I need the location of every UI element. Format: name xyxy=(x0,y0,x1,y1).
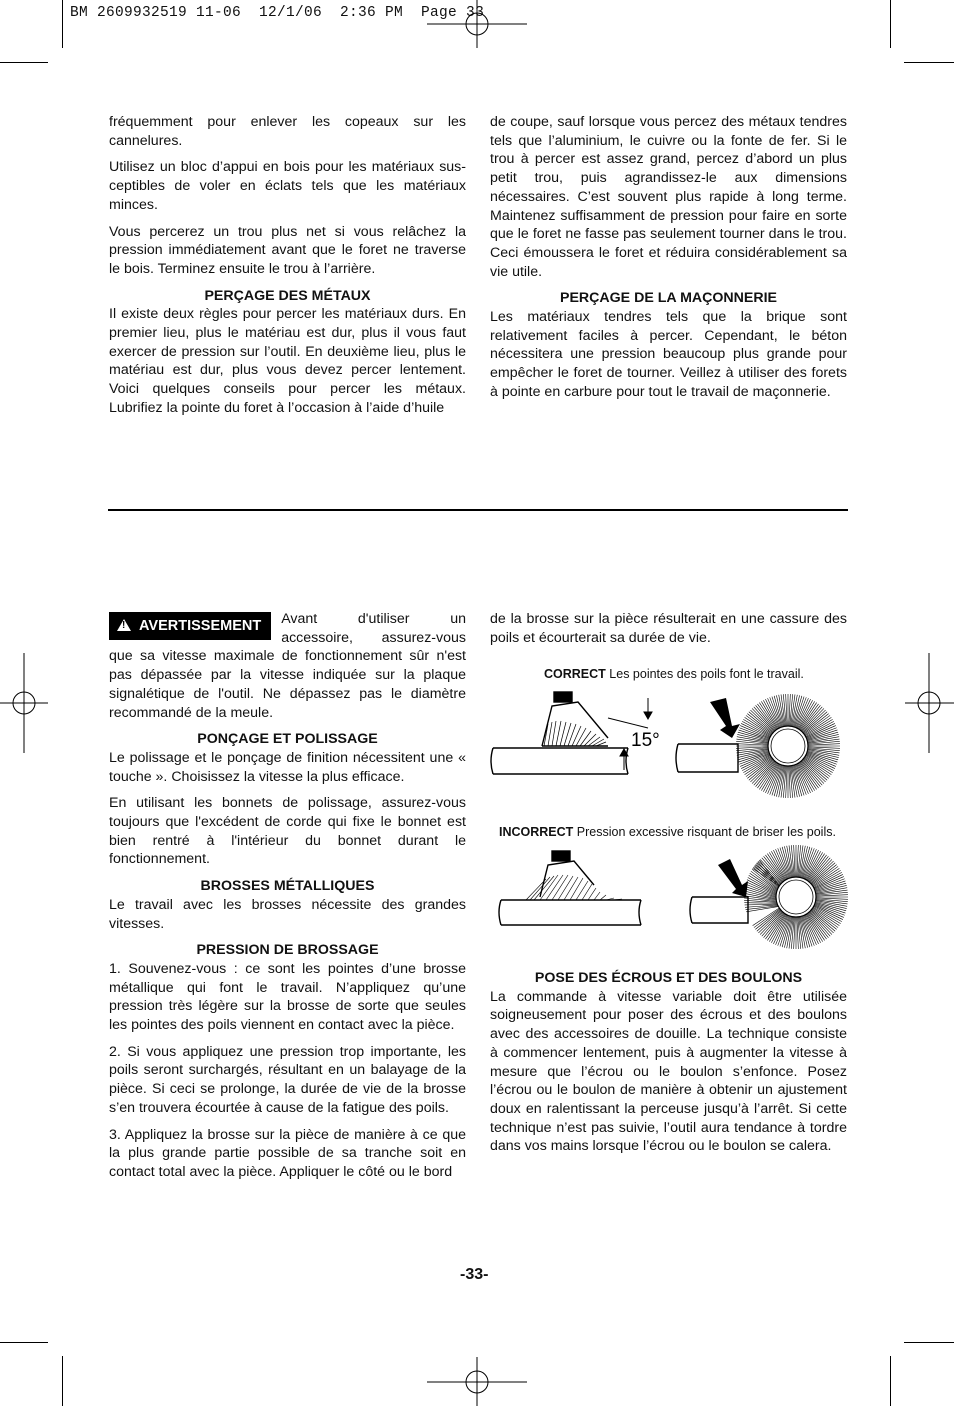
top-left-column xyxy=(109,113,466,426)
bottom-right-intro xyxy=(490,610,847,655)
paragraph: Utilisez un bloc d’appui en bois pour les matériaux sus-ceptibles de voler en éclats tels que les matériaux minces. xyxy=(109,159,466,213)
horizontal-divider xyxy=(108,509,848,511)
paragraph: La commande à vitesse variable doit être utilisée soigneusement pour poser des écrous et des boulons avec des accessoires de douille. La technique consiste à commencer lentement, puis à augmenter la vitesse à mesure que l’écrou ou le boulon s’enfonce. Posez l’écrou ou le boulon de manière à obtenir un ajustement doux en ralentissant la perceuse jusqu’à l’arrêt. Si cette technique n’est pas suivie, l’outil aura tendance à tordre dans vos mains lorsque l’écrou ou le boulon se calera. xyxy=(490,988,847,1155)
figure-label: CORRECT xyxy=(544,667,606,681)
paragraph: de la brosse sur la pièce résulterait en une cassure des poils et écourterait sa durée de vie. xyxy=(490,611,847,646)
figure-incorrect-caption xyxy=(499,825,836,839)
warning-icon: ! xyxy=(117,619,131,631)
paragraph: 2. Si vous appliquez une pression trop importante, les poils seront surchargés, résultant en un balayage de la pièce. Si ceci se prolonge, la durée de vie de la brosse s’en trouvera écourtée à cause de la fatigue des poils. xyxy=(109,1043,466,1116)
section-heading: POSE DES ÉCROUS ET DES BOULONS xyxy=(534,970,803,986)
paragraph: fréquemment pour enlever les copeaux sur les cannelures. xyxy=(109,114,466,149)
warning-label: AVERTISSEMENT xyxy=(139,618,262,634)
top-right-column xyxy=(490,113,847,410)
paragraph: Il existe deux règles pour percer les matériaux durs. En premier lieu, plus le matériau est dur, plus il vous faut exercer de pression sur l’outil. En deuxième lieu, plus le matériau est dur, plus vous devez percer lentement. Voici quelques conseils pour percer les métaux. Lubrifiez la pointe du foret à l’occasion à l’aide d’huile xyxy=(109,306,466,416)
section-heading: BROSSES MÉTALLIQUES xyxy=(200,878,375,895)
bottom-right-column xyxy=(490,969,847,1164)
warning-badge xyxy=(109,612,271,640)
page-number: -33- xyxy=(460,1266,489,1283)
paragraph: 3. Appliquez la brosse sur la pièce de manière à ce que la plus grande partie possible de sa tranche soit en contact total avec la pièce. Appliquer le côté ou le bord xyxy=(109,1126,466,1180)
section-heading: PONÇAGE ET POLISSAGE xyxy=(197,731,378,748)
figure-caption-text: Pression excessive risquant de briser les poils. xyxy=(576,825,836,839)
section-heading: PRESSION DE BROSSAGE xyxy=(196,942,379,959)
figure-label: INCORRECT xyxy=(499,825,574,839)
paragraph: de coupe, sauf lorsque vous percez des métaux tendres tels que l’aluminium, le cuivre ou la fonte de fer. Si le trou à percer est assez grand, percez d’abord un plus petit trou, puis agrandissez-le aux dimensions nécessaires. C’est souvent plus rapide à long terme. Maintenez suffisamment de pression pour faire en sorte que le foret ne fasse pas seulement tourner dans le trou. Ceci émoussera le foret et réduira considérablement sa vie utile. xyxy=(490,114,847,280)
section-heading: PERÇAGE DES MÉTAUX xyxy=(204,287,371,304)
paragraph: Le polissage et le ponçage de finition nécessitent une « touche ». Choisissez la vitesse la plus efficace. xyxy=(109,749,466,785)
paragraph: Les matériaux tendres tels que la brique sont relativement faciles à percer. Cependant, le béton nécessitera une pression beaucoup plus grande pour empêcher le foret de tourner. Veillez à utiliser des forets à pointe en carbure pour tout le travail de maçonnerie. xyxy=(490,309,847,400)
figure-correct-caption xyxy=(544,667,804,681)
section-heading: PERÇAGE DE LA MAÇONNERIE xyxy=(559,290,778,307)
paragraph: Vous percerez un trou plus net si vous relâchez la pression immédiatement avant que le foret ne traverse le bois. Terminez ensuite le trou à l’arrière. xyxy=(109,223,466,277)
paragraph: Le travail avec les brosses nécessite des grandes vitesses. xyxy=(109,896,466,932)
print-header: BM 2609932519 11-06 12/1/06 2:36 PM Page 33 xyxy=(70,5,485,21)
figure-correct-brush xyxy=(488,688,848,808)
bottom-left-column xyxy=(109,610,466,1190)
paragraph: 1. Souvenez-vous : ce sont les pointes d’une brosse métallique qui font le travail. N’appliquez qu’une pression très légère sur la brosse de sorte que seules les pointes des poils viennent en contact avec la pièce. xyxy=(109,960,466,1034)
figure-incorrect-brush xyxy=(496,845,856,955)
angle-label: 15° xyxy=(631,730,660,751)
warning-paragraph xyxy=(109,610,466,722)
paragraph: En utilisant les bonnets de polissage, assurez-vous toujours que l'excédent de corde qui fixe le bonnet est bien rentré à l'intérieur du bonnet durant le fonctionnement. xyxy=(109,795,466,868)
figure-caption-text: Les pointes des poils font le travail. xyxy=(609,667,804,681)
warning-text: Avant d'utiliser un accessoire, assurez-vous que sa vitesse maximale de fonctionnement sûr n'est pas dépassée par la vitesse indiquée sur la plaque signalétique de l'outil. Ne dépassez pas le diamètre recommandé de la meule. xyxy=(109,611,466,721)
